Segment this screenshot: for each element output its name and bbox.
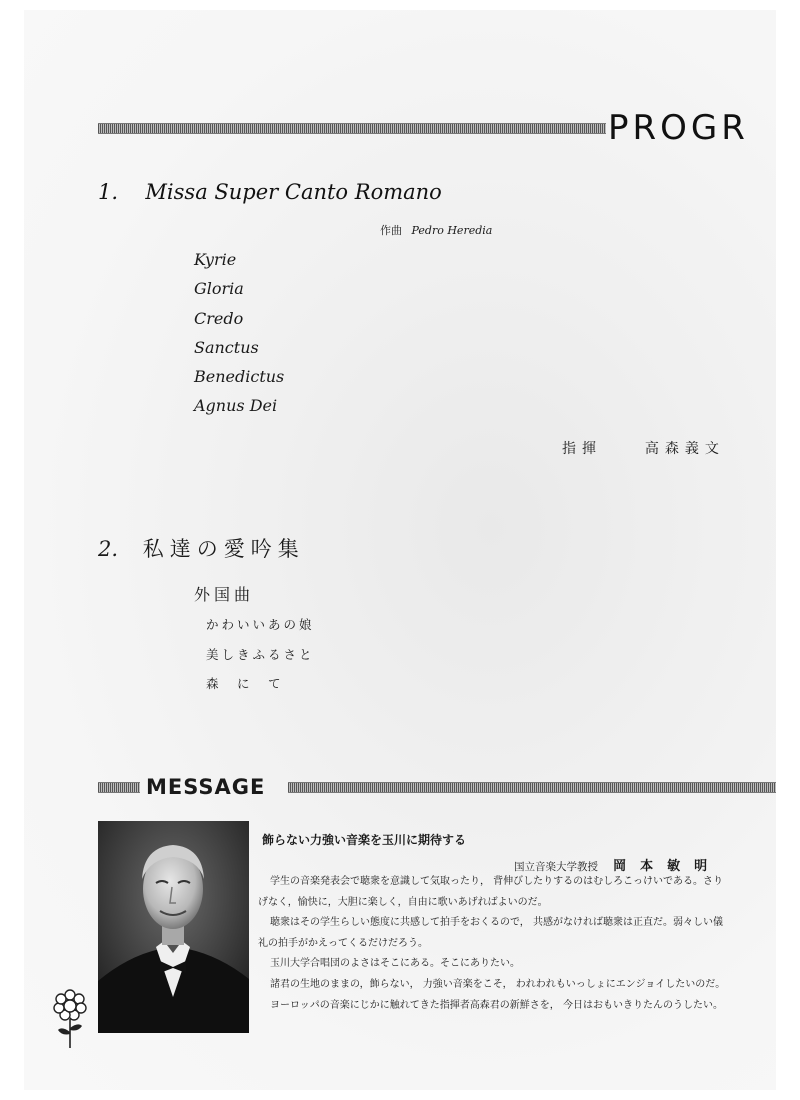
- author-affiliation: 国立音楽大学教授: [514, 861, 598, 873]
- item1-title: [98, 180, 442, 204]
- movement-item: Kyrie: [194, 250, 237, 269]
- message-paragraph: 学生の音楽発表会で聴衆を意識して気取ったり， 背伸びしたりするのはむしろこっけいである。さりげなく，愉快に，大胆に楽しく，自由に歌いあげればよいのだ。: [258, 876, 723, 908]
- program-title: PROGR: [608, 108, 749, 148]
- song-item: かわいいあの娘: [206, 617, 315, 632]
- conductor-label: 指揮: [562, 441, 602, 457]
- movement-item: Gloria: [194, 279, 244, 299]
- song-item: 美しきふるさと: [206, 646, 315, 662]
- message-heading: 飾らない力強い音楽を玉川に期待する: [262, 833, 467, 847]
- song-item: 森 に て: [206, 676, 284, 691]
- message-rule-right: [288, 782, 776, 793]
- item1-number: 1.: [98, 180, 119, 204]
- message-paragraph: 玉川大学合唱団のよさはそこにある。そこにありたい。: [270, 958, 520, 970]
- portrait-photo: [98, 821, 249, 1033]
- song-list: [206, 610, 315, 699]
- portrait-illustration: [98, 821, 249, 1033]
- movement-item: Agnus Dei: [194, 396, 278, 416]
- author-name: 岡本敏明: [613, 859, 722, 874]
- composer-label: 作曲: [380, 224, 402, 237]
- message-body: [258, 872, 730, 1016]
- message-paragraph: 聴衆はその学生らしい態度に共感して拍手をおくるので， 共感がなければ聴衆は正直だ。弱々しい儀礼の拍手がかえってくるだけだろう。: [258, 917, 723, 949]
- item1-composer: [380, 222, 492, 238]
- message-rule-left: [98, 782, 140, 793]
- message-paragraph: 諸君の生地のままの，飾らない， 力強い音楽をこそ， われわれもいっしょにエンジョイしたいのだ。: [270, 978, 726, 990]
- flower-icon: [52, 988, 88, 1052]
- item2-title: [98, 533, 305, 563]
- movement-list: [194, 245, 284, 421]
- item1-conductor: [562, 438, 725, 458]
- item2-title-text: 私達の愛吟集: [142, 537, 305, 561]
- composer-name: Pedro Heredia: [411, 224, 493, 237]
- message-paragraph: ヨーロッパの音楽にじかに触れてきた指揮者高森君の新鮮さを， 今日はおもいきりたんのうしたい。: [270, 999, 723, 1011]
- item1-title-text: Missa Super Canto Romano: [145, 180, 442, 204]
- conductor-name: 高森義文: [644, 441, 725, 457]
- item2-subheading: 外国曲: [194, 585, 255, 604]
- movement-item: Credo: [194, 308, 244, 328]
- program-page: [24, 10, 776, 1090]
- movement-item: Benedictus: [194, 367, 285, 387]
- movement-item: Sanctus: [194, 337, 259, 357]
- program-header-rule: [98, 123, 606, 134]
- item2-number: 2.: [98, 537, 119, 561]
- message-section-title: MESSAGE: [146, 775, 266, 799]
